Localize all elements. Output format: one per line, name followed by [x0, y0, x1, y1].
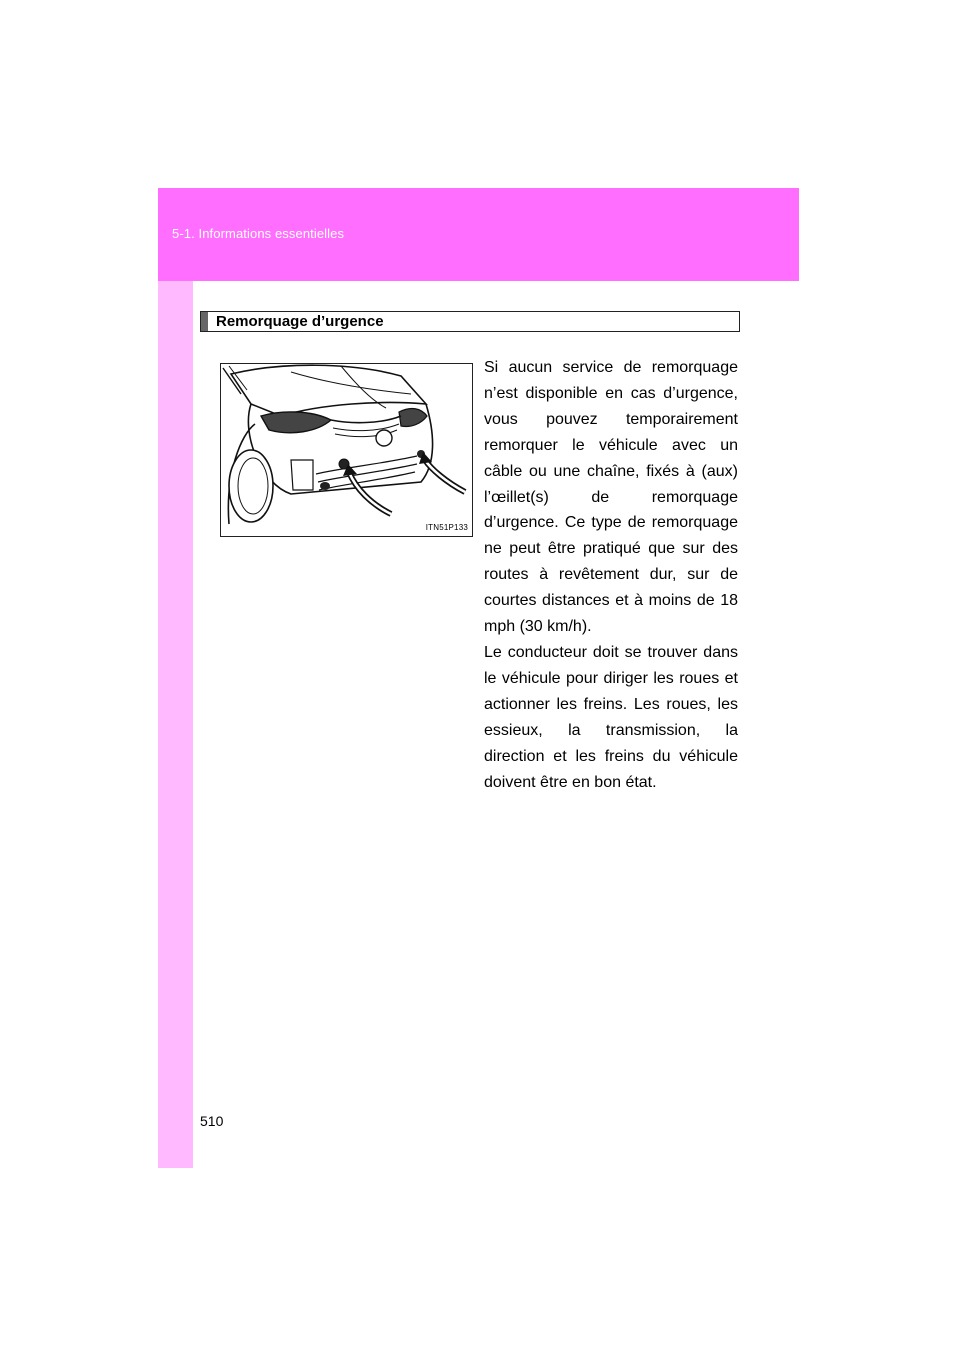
- section-title: Remorquage d’urgence: [216, 313, 384, 330]
- car-front-illustration: [220, 363, 473, 537]
- car-front-tow-eyelet-icon: [221, 364, 473, 537]
- figure-code: ITN51P133: [425, 523, 468, 532]
- section-breadcrumb: 5-1. Informations essentielles: [172, 226, 345, 241]
- paragraph-emergency-towing: Si aucun service de remorquage n’est disponible en cas d’urgence, vous pouvez temporairement remorquer le véhicule avec un câble ou une chaîne, fixés à (aux) l’œillet(s) de remorquage d’urgence. Ce type de remorquage ne peut être pratiqué que sur des routes à revêtement dur, sur de courtes distances et à moins de 18 mph (30 km/h).: [484, 359, 738, 636]
- page-number: 510: [200, 1113, 224, 1129]
- body-text: [484, 355, 738, 795]
- section-marker: [201, 312, 208, 331]
- section-heading-bar: [200, 311, 740, 332]
- side-tab-strip: [158, 281, 193, 1168]
- paragraph-driver-requirements: Le conducteur doit se trouver dans le véhicule pour diriger les roues et actionner les freins. Les roues, les essieux, la transmission, la direction et les freins du véhicule doivent être en bon état.: [484, 643, 738, 791]
